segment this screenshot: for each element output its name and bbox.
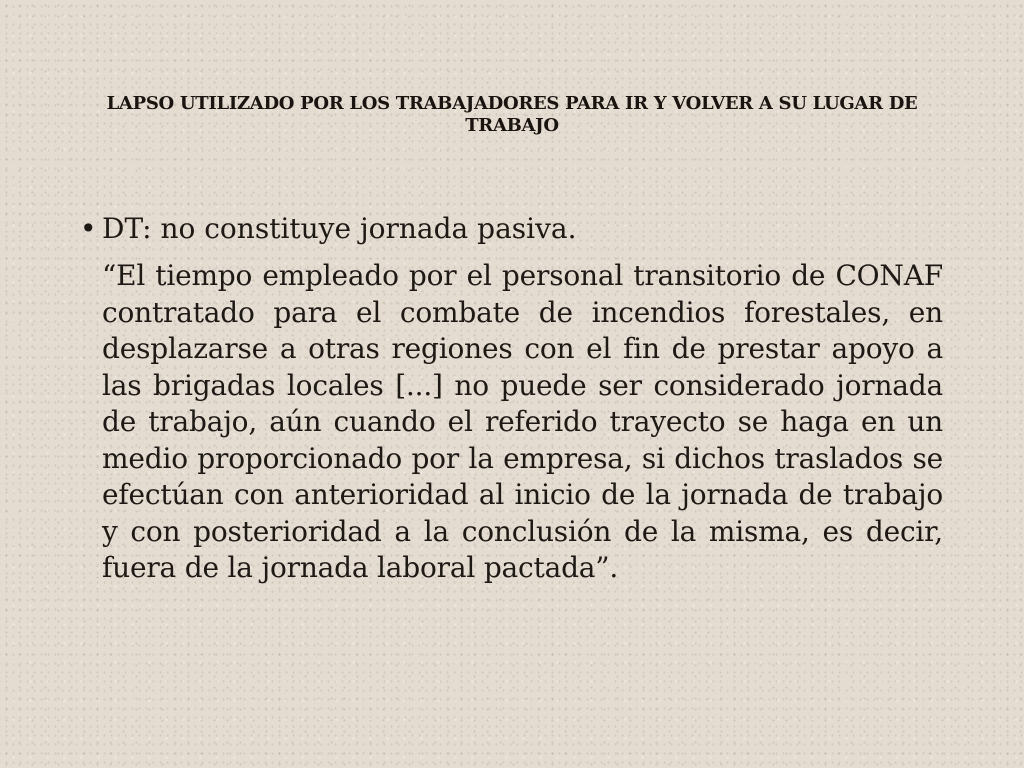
bullet-marker: • [80, 212, 97, 245]
quote-paragraph: “El tiempo empleado por el personal transitorio de CONAF contratado para el combate de incendios forestales, en desplazarse a otras regiones con el fin de prestar apoyo a las brigadas locales [...] no puede ser considerado jornada de trabajo, aún cuando el referido trayecto se haga en un medio proporcionado por la empresa, si dichos traslados se efectúan con anterioridad al inicio de la jornada de trabajo y con posterioridad a la conclusión de la misma, es decir, fuera de la jornada laboral pactada”. [102, 259, 943, 584]
slide-title: LAPSO UTILIZADO POR LOS TRABAJADORES PARA IR Y VOLVER A SU LUGAR DE TRABAJO [106, 93, 918, 136]
bullet-text: DT: no constituye jornada pasiva. [102, 212, 577, 245]
